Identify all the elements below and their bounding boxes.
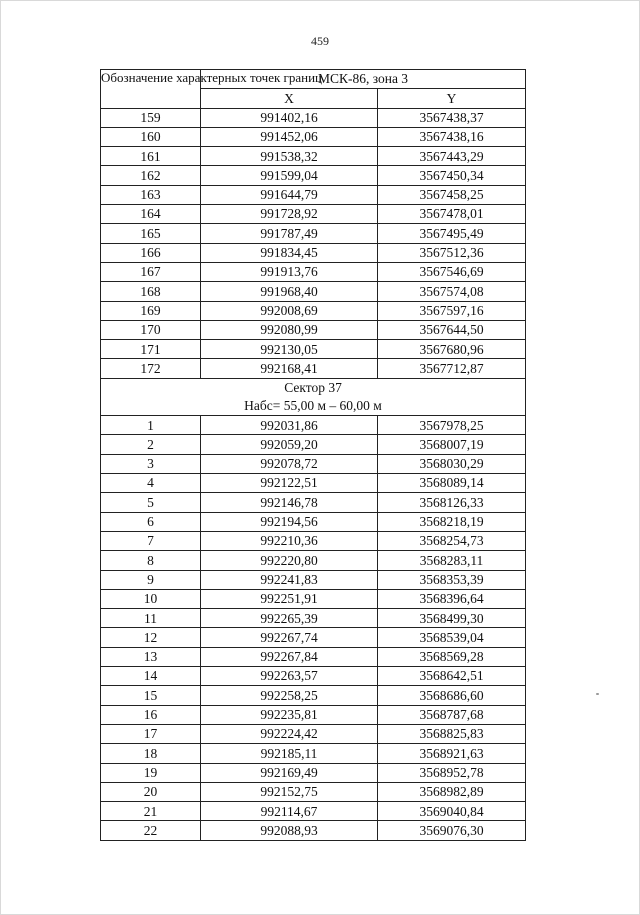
y-coordinate-cell: 3568007,19 [378, 435, 526, 454]
point-number-cell: 10 [101, 589, 201, 608]
x-coordinate-cell: 991913,76 [201, 262, 378, 281]
table-row [101, 454, 526, 473]
x-coordinate-cell: 991599,04 [201, 166, 378, 185]
point-number-cell: 21 [101, 802, 201, 821]
y-coordinate-cell: 3569040,84 [378, 802, 526, 821]
x-coordinate-cell: 992146,78 [201, 493, 378, 512]
table-row [101, 667, 526, 686]
table-row [101, 262, 526, 281]
x-column-header: X [201, 89, 378, 108]
x-coordinate-cell: 992169,49 [201, 763, 378, 782]
point-number-cell: 9 [101, 570, 201, 589]
point-number-cell: 162 [101, 166, 201, 185]
table-row [101, 744, 526, 763]
x-coordinate-cell: 992258,25 [201, 686, 378, 705]
point-label-header: Обозначение характерных точек границ [101, 70, 201, 109]
point-number-cell: 5 [101, 493, 201, 512]
table-row [101, 782, 526, 801]
table-row [101, 282, 526, 301]
x-coordinate-cell: 992267,84 [201, 647, 378, 666]
y-coordinate-cell: 3568218,19 [378, 512, 526, 531]
table-row [101, 763, 526, 782]
sector-height-range: Набс= 55,00 м – 60,00 м [244, 397, 382, 413]
y-coordinate-cell: 3568353,39 [378, 570, 526, 589]
point-number-cell: 13 [101, 647, 201, 666]
scan-speck [596, 693, 599, 695]
point-number-cell: 172 [101, 359, 201, 378]
y-coordinate-cell: 3568126,33 [378, 493, 526, 512]
coordinates-table [100, 69, 526, 841]
point-number-cell: 4 [101, 474, 201, 493]
point-number-cell: 11 [101, 609, 201, 628]
y-coordinate-cell: 3567644,50 [378, 320, 526, 339]
x-coordinate-cell: 992224,42 [201, 724, 378, 743]
table-row [101, 589, 526, 608]
y-coordinate-cell: 3568030,29 [378, 454, 526, 473]
y-coordinate-cell: 3567546,69 [378, 262, 526, 281]
x-coordinate-cell: 991402,16 [201, 108, 378, 127]
table-row [101, 609, 526, 628]
table-row [101, 147, 526, 166]
header-row [101, 70, 526, 89]
table-row [101, 647, 526, 666]
table-row [101, 243, 526, 262]
y-coordinate-cell: 3567438,37 [378, 108, 526, 127]
point-number-cell: 171 [101, 340, 201, 359]
y-coordinate-cell: 3567443,29 [378, 147, 526, 166]
point-number-cell: 14 [101, 667, 201, 686]
x-coordinate-cell: 992122,51 [201, 474, 378, 493]
table-row [101, 320, 526, 339]
point-number-cell: 19 [101, 763, 201, 782]
y-coordinate-cell: 3568642,51 [378, 667, 526, 686]
y-coordinate-cell: 3568787,68 [378, 705, 526, 724]
y-coordinate-cell: 3567680,96 [378, 340, 526, 359]
point-number-cell: 2 [101, 435, 201, 454]
point-number-cell: 7 [101, 531, 201, 550]
table-row [101, 224, 526, 243]
table-row [101, 821, 526, 840]
y-coordinate-cell: 3568539,04 [378, 628, 526, 647]
point-number-cell: 17 [101, 724, 201, 743]
sector-row [101, 378, 526, 415]
x-coordinate-cell: 992168,41 [201, 359, 378, 378]
point-number-cell: 6 [101, 512, 201, 531]
y-coordinate-cell: 3567438,16 [378, 127, 526, 146]
table-row [101, 474, 526, 493]
point-number-cell: 160 [101, 127, 201, 146]
x-coordinate-cell: 992194,56 [201, 512, 378, 531]
y-coordinate-cell: 3568982,89 [378, 782, 526, 801]
table-row [101, 340, 526, 359]
x-coordinate-cell: 992080,99 [201, 320, 378, 339]
x-coordinate-cell: 992263,57 [201, 667, 378, 686]
point-number-cell: 169 [101, 301, 201, 320]
table-row [101, 705, 526, 724]
point-number-cell: 1 [101, 416, 201, 435]
table-row [101, 166, 526, 185]
point-number-cell: 20 [101, 782, 201, 801]
point-number-cell: 164 [101, 205, 201, 224]
y-coordinate-cell: 3568396,64 [378, 589, 526, 608]
point-number-cell: 159 [101, 108, 201, 127]
point-number-cell: 8 [101, 551, 201, 570]
x-coordinate-cell: 991452,06 [201, 127, 378, 146]
y-coordinate-cell: 3568921,63 [378, 744, 526, 763]
y-column-header: Y [378, 89, 526, 108]
x-coordinate-cell: 992235,81 [201, 705, 378, 724]
y-coordinate-cell: 3568952,78 [378, 763, 526, 782]
table-row [101, 205, 526, 224]
x-coordinate-cell: 992031,86 [201, 416, 378, 435]
x-coordinate-cell: 991787,49 [201, 224, 378, 243]
y-coordinate-cell: 3567458,25 [378, 185, 526, 204]
y-coordinate-cell: 3568825,83 [378, 724, 526, 743]
point-number-cell: 16 [101, 705, 201, 724]
y-coordinate-cell: 3568283,11 [378, 551, 526, 570]
point-number-cell: 161 [101, 147, 201, 166]
x-coordinate-cell: 991644,79 [201, 185, 378, 204]
y-coordinate-cell: 3568499,30 [378, 609, 526, 628]
table-row [101, 802, 526, 821]
page-number: 459 [311, 34, 329, 48]
y-coordinate-cell: 3568089,14 [378, 474, 526, 493]
point-number-cell: 166 [101, 243, 201, 262]
point-number-cell: 168 [101, 282, 201, 301]
coordinate-system-header: МСК-86, зона 3 [201, 70, 526, 89]
x-coordinate-cell: 992265,39 [201, 609, 378, 628]
y-coordinate-cell: 3567712,87 [378, 359, 526, 378]
table-row [101, 531, 526, 550]
sector-cell [101, 378, 526, 415]
x-coordinate-cell: 992008,69 [201, 301, 378, 320]
y-coordinate-cell: 3567450,34 [378, 166, 526, 185]
x-coordinate-cell: 992059,20 [201, 435, 378, 454]
y-coordinate-cell: 3568686,60 [378, 686, 526, 705]
table-row [101, 301, 526, 320]
y-coordinate-cell: 3568254,73 [378, 531, 526, 550]
sector-title: Сектор 37 [284, 379, 342, 395]
x-coordinate-cell: 992114,67 [201, 802, 378, 821]
table-row [101, 185, 526, 204]
x-coordinate-cell: 992152,75 [201, 782, 378, 801]
table-row [101, 435, 526, 454]
x-coordinate-cell: 992251,91 [201, 589, 378, 608]
x-coordinate-cell: 992130,05 [201, 340, 378, 359]
table-row [101, 724, 526, 743]
table-row [101, 686, 526, 705]
y-coordinate-cell: 3567574,08 [378, 282, 526, 301]
x-coordinate-cell: 991728,92 [201, 205, 378, 224]
point-number-cell: 165 [101, 224, 201, 243]
table-row [101, 108, 526, 127]
y-coordinate-cell: 3567495,49 [378, 224, 526, 243]
point-number-cell: 3 [101, 454, 201, 473]
x-coordinate-cell: 991834,45 [201, 243, 378, 262]
x-coordinate-cell: 992241,83 [201, 570, 378, 589]
table-row [101, 359, 526, 378]
point-number-cell: 22 [101, 821, 201, 840]
table-row [101, 570, 526, 589]
table-row [101, 628, 526, 647]
y-coordinate-cell: 3567978,25 [378, 416, 526, 435]
x-coordinate-cell: 991968,40 [201, 282, 378, 301]
x-coordinate-cell: 992267,74 [201, 628, 378, 647]
x-coordinate-cell: 991538,32 [201, 147, 378, 166]
table-row [101, 127, 526, 146]
point-number-cell: 18 [101, 744, 201, 763]
y-coordinate-cell: 3568569,28 [378, 647, 526, 666]
x-coordinate-cell: 992078,72 [201, 454, 378, 473]
table-row [101, 551, 526, 570]
table-row [101, 493, 526, 512]
x-coordinate-cell: 992088,93 [201, 821, 378, 840]
y-coordinate-cell: 3569076,30 [378, 821, 526, 840]
point-number-cell: 167 [101, 262, 201, 281]
y-coordinate-cell: 3567478,01 [378, 205, 526, 224]
y-coordinate-cell: 3567512,36 [378, 243, 526, 262]
x-coordinate-cell: 992220,80 [201, 551, 378, 570]
x-coordinate-cell: 992210,36 [201, 531, 378, 550]
point-number-cell: 163 [101, 185, 201, 204]
table-row [101, 416, 526, 435]
point-number-cell: 12 [101, 628, 201, 647]
table-row [101, 512, 526, 531]
point-number-cell: 170 [101, 320, 201, 339]
x-coordinate-cell: 992185,11 [201, 744, 378, 763]
point-number-cell: 15 [101, 686, 201, 705]
y-coordinate-cell: 3567597,16 [378, 301, 526, 320]
